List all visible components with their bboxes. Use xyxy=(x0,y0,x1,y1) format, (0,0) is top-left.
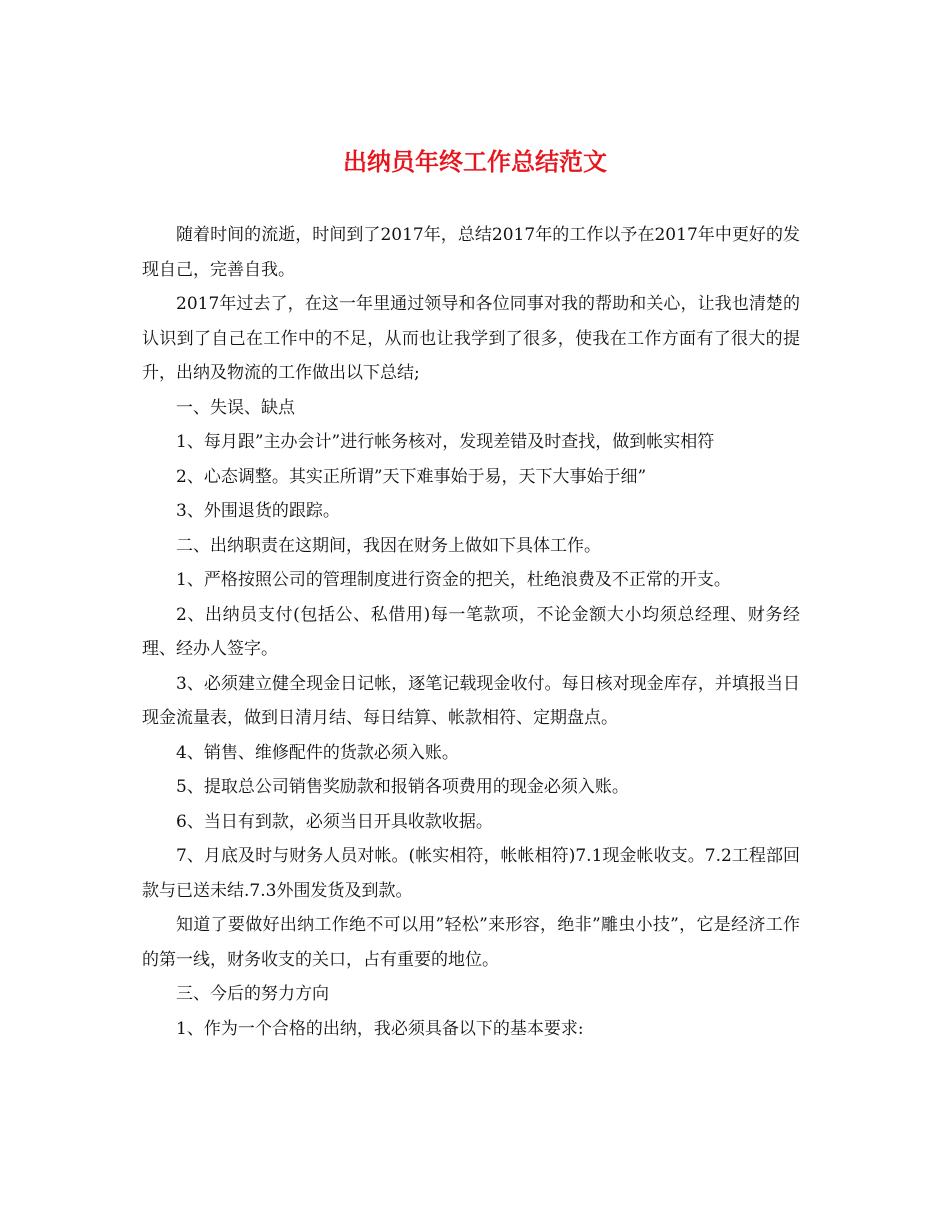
paragraph: 随着时间的流逝，时间到了2017年，总结2017年的工作以予在2017年中更好的发现自己，完善自我。 xyxy=(142,225,800,280)
paragraph: 知道了要做好出纳工作绝不可以用”轻松”来形容，绝非”雕虫小技”，它是经济工作的第一线，财务收支的关口，占有重要的地位。 xyxy=(142,915,800,970)
list-item: 5、提取总公司销售奖励款和报销各项费用的现金必须入账。 xyxy=(176,777,629,797)
list-item: 4、销售、维修配件的货款必须入账。 xyxy=(176,742,459,763)
list-item: 1、每月跟”主办会计”进行帐务核对，发现差错及时查找，做到帐实相符 xyxy=(176,432,715,452)
list-item: 6、当日有到款，必须当日开具收款收据。 xyxy=(176,811,493,832)
document-body xyxy=(142,218,800,1046)
section-heading: 一、失误、缺点 xyxy=(176,397,295,418)
document-title: 出纳员年终工作总结范文 xyxy=(343,147,607,176)
list-item: 1、严格按照公司的管理制度进行资金的把关，杜绝浪费及不正常的开支。 xyxy=(176,570,731,590)
list-item: 3、外围退货的跟踪。 xyxy=(176,501,340,521)
paragraph: 2017年过去了，在这一年里通过领导和各位同事对我的帮助和关心，让我也清楚的认识到了自己在工作中的不足，从而也让我学到了很多，使我在工作方面有了很大的提升，出纳及物流的工作做出以下总结; xyxy=(142,294,800,383)
list-item: 3、必须建立健全现金日记帐，逐笔记载现金收付。每日核对现金库存，并填报当日现金流量表，做到日清月结、每日结算、帐款相符、定期盘点。 xyxy=(142,673,800,728)
list-item: 2、心态调整。其实正所谓”天下难事始于易，天下大事始于细” xyxy=(176,466,647,487)
section-heading: 二、出纳职责在这期间，我因在财务上做如下具体工作。 xyxy=(176,535,601,556)
list-item: 2、出纳员支付(包括公、私借用)每一笔款项，不论金额大小均须总经理、财务经理、经办人签字。 xyxy=(142,604,800,659)
section-heading: 三、今后的努力方向 xyxy=(176,984,329,1004)
list-item: 7、月底及时与财务人员对帐。(帐实相符，帐帐相符)7.1现金帐收支。7.2工程部回款与已送未结.7.3外围发货及到款。 xyxy=(142,846,800,901)
list-item: 1、作为一个合格的出纳，我必须具备以下的基本要求: xyxy=(176,1018,584,1039)
